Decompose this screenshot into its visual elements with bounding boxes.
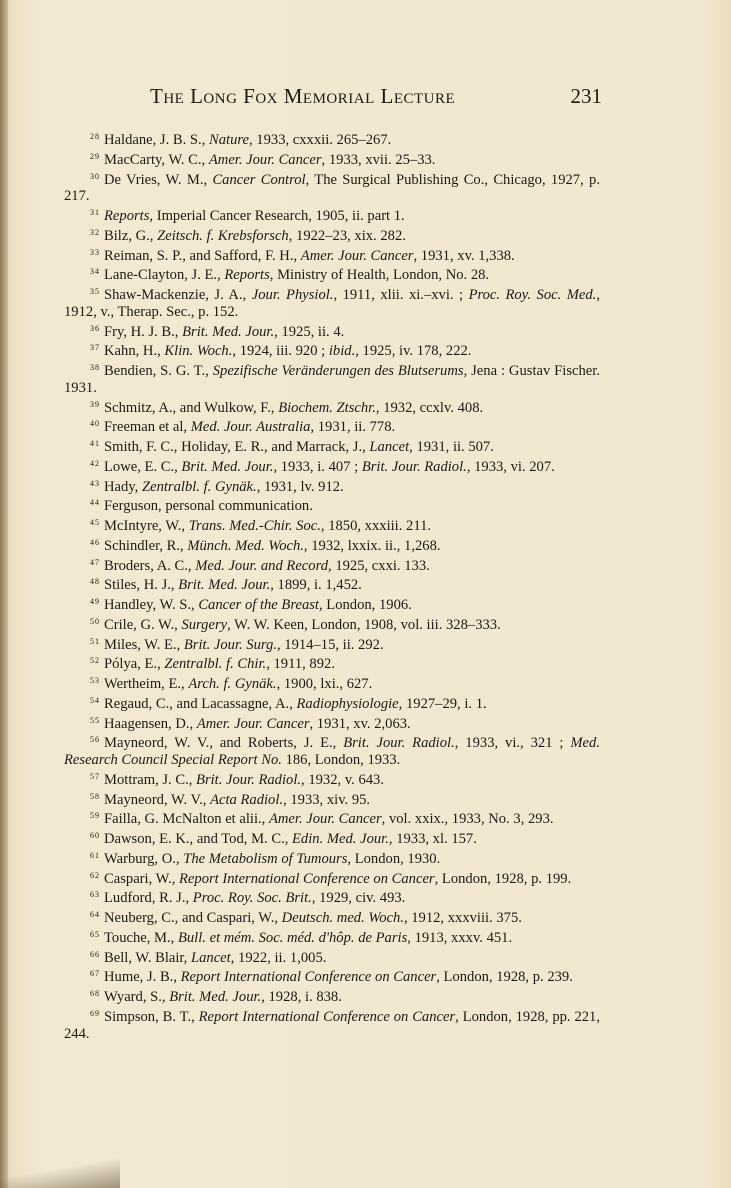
page-number: 231 bbox=[570, 84, 602, 108]
reference-entry bbox=[64, 594, 600, 614]
reference-number: 38 bbox=[90, 363, 100, 372]
reference-number: 48 bbox=[90, 577, 100, 587]
reference-source-title: Surgery bbox=[181, 616, 228, 633]
reference-source-title: Amer. Jour. Cancer bbox=[208, 151, 322, 168]
reference-entry bbox=[64, 732, 600, 769]
reference-details: , Ministry of Health, London, No. 28. bbox=[269, 267, 490, 284]
reference-entry bbox=[64, 653, 600, 673]
reference-author: Handley, W. S., bbox=[104, 597, 199, 613]
reference-author: Mayneord, W. V., bbox=[104, 791, 211, 808]
reference-source-title: Report International Conference on Cancer bbox=[179, 870, 435, 887]
reference-source-title: The Metabolism of Tumours bbox=[183, 850, 348, 867]
reference-number: 36 bbox=[90, 323, 100, 333]
reference-source-title: Arch. f. Gynäk. bbox=[188, 676, 277, 692]
reference-source-title: Münch. Med. Woch. bbox=[187, 537, 304, 554]
reference-entry bbox=[64, 397, 600, 417]
reference-author: Smith, F. C., Holiday, E. R., and Marrack, J., bbox=[104, 439, 370, 455]
reference-entry bbox=[64, 848, 600, 868]
running-title: The Long Fox Memorial Lecture bbox=[150, 84, 456, 108]
reference-source-title: Amer. Jour. Cancer bbox=[196, 715, 310, 732]
reference-author: Dawson, E. K., and Tod, M. C., bbox=[104, 831, 293, 847]
reference-number: 45 bbox=[90, 518, 100, 527]
reference-details: , 1914–15, ii. 292. bbox=[276, 636, 384, 653]
reference-number: 55 bbox=[90, 715, 100, 725]
reference-source-title: Brit. Jour. Surg. bbox=[183, 636, 277, 653]
reference-details: , 1929, civ. 493. bbox=[311, 890, 406, 907]
reference-details: , 1933, i. 407 ; bbox=[273, 458, 362, 475]
reference-details: , The Surgical Publishing Co., Chicago, 1927, p. 217. bbox=[64, 171, 600, 205]
reference-secondary-details: , 1933, vi. 207. bbox=[466, 458, 555, 475]
reference-details: , 1850, xxxiii. 211. bbox=[320, 518, 432, 534]
reference-number: 43 bbox=[90, 478, 100, 488]
reference-details: , 1912, xxxviii. 375. bbox=[403, 910, 522, 926]
reference-source-title: Brit. Jour. Radiol. bbox=[343, 735, 455, 752]
reference-number: 47 bbox=[90, 557, 100, 567]
reference-author: Warburg, O., bbox=[104, 850, 184, 867]
reference-entry bbox=[64, 947, 600, 967]
reference-number: 33 bbox=[90, 247, 100, 257]
reference-number: 30 bbox=[90, 171, 100, 181]
reference-author: Bendien, S. G. T., bbox=[104, 363, 213, 379]
reference-entry bbox=[64, 264, 600, 284]
reference-details: , 1911, 892. bbox=[266, 656, 335, 673]
reference-details: , 1925, cxxi. 133. bbox=[328, 557, 430, 574]
reference-source-title: Brit. Med. Jour. bbox=[178, 577, 271, 594]
reference-source-title: Jour. Physiol. bbox=[251, 287, 334, 303]
reference-source-title: Biochem. Ztschr. bbox=[278, 399, 376, 416]
reference-details: , Jena : Gustav Fischer. 1931. bbox=[64, 363, 600, 396]
reference-source-title: Zeitsch. f. Krebsforsch bbox=[157, 227, 289, 244]
reference-entry bbox=[64, 693, 600, 713]
reference-details: , 1931, xv. 1,338. bbox=[413, 247, 515, 264]
reference-author: Wertheim, E., bbox=[104, 676, 189, 692]
reference-number: 34 bbox=[90, 267, 100, 277]
reference-entry bbox=[64, 284, 600, 321]
reference-number: 41 bbox=[90, 439, 100, 448]
reference-entry bbox=[64, 149, 600, 169]
reference-details: , 1932, v. 643. bbox=[301, 771, 384, 788]
reference-details: , 1913, xxxv. 451. bbox=[407, 929, 513, 946]
reference-source-title: Reports bbox=[104, 208, 150, 224]
reference-author: Ludford, R. J., bbox=[104, 890, 193, 907]
reference-entry bbox=[64, 1006, 600, 1043]
reference-entry bbox=[64, 535, 600, 555]
reference-entry bbox=[64, 673, 600, 693]
reference-details: , London, 1928, p. 239. bbox=[436, 969, 573, 986]
reference-number: 68 bbox=[90, 989, 100, 998]
reference-details: , 1924, iii. 920 ; bbox=[232, 343, 329, 360]
reference-details: , 1933, xvii. 25–33. bbox=[321, 151, 436, 168]
reference-details: , 1933, xl. 157. bbox=[388, 831, 477, 847]
reference-entry bbox=[64, 340, 600, 360]
reference-number: 28 bbox=[90, 132, 100, 141]
reference-entry bbox=[64, 476, 600, 496]
reference-author: Ferguson, personal communication. bbox=[104, 498, 313, 515]
reference-source-title: Med. Jour. Australia bbox=[190, 419, 311, 436]
reference-source-title: Nature bbox=[209, 132, 249, 148]
reference-entry bbox=[64, 966, 600, 986]
reference-source-title: Brit. Jour. Radiol. bbox=[196, 771, 302, 788]
reference-number: 66 bbox=[90, 949, 100, 959]
reference-author: Lane-Clayton, J. E., bbox=[104, 267, 225, 284]
reference-author: Kahn, H., bbox=[104, 343, 165, 360]
reference-author: Failla, G. McNalton et alii., bbox=[104, 811, 269, 828]
reference-number: 59 bbox=[90, 811, 100, 821]
reference-entry bbox=[64, 927, 600, 947]
reference-number: 53 bbox=[90, 676, 100, 685]
reference-details: , 1899, i. 1,452. bbox=[270, 577, 362, 594]
reference-details: , 1911, xlii. xi.–xvi. ; bbox=[333, 287, 469, 303]
reference-details: , 1900, lxi., 627. bbox=[276, 676, 373, 692]
reference-author: Neuberg, C., and Caspari, W., bbox=[104, 910, 282, 926]
reference-entry bbox=[64, 205, 600, 225]
reference-source-title: Lancet bbox=[190, 949, 231, 966]
reference-details: , 1931, xv. 2,063. bbox=[309, 715, 411, 732]
reference-source-title: Med. Jour. and Record bbox=[195, 557, 329, 574]
reference-source-title: Reports bbox=[224, 267, 270, 284]
reference-entry bbox=[64, 555, 600, 575]
reference-number: 32 bbox=[90, 227, 100, 237]
reference-author: Bell, W. Blair, bbox=[104, 949, 191, 966]
reference-source-title: Amer. Jour. Cancer bbox=[268, 811, 382, 828]
reference-details: , 1933, cxxxii. 265–267. bbox=[249, 132, 392, 148]
reference-number: 57 bbox=[90, 771, 100, 781]
reference-author: Simpson, B. T., bbox=[104, 1008, 199, 1025]
reference-details: , 1932, lxxix. ii., 1,268. bbox=[303, 537, 441, 554]
reference-entry bbox=[64, 887, 600, 907]
reference-details: , 1922, ii. 1,005. bbox=[230, 949, 327, 966]
reference-entry bbox=[64, 360, 600, 397]
reference-author: Touche, M., bbox=[104, 929, 178, 946]
reference-entry bbox=[64, 769, 600, 789]
reference-entry bbox=[64, 456, 600, 476]
reference-details: , vol. xxix., 1933, No. 3, 293. bbox=[381, 811, 554, 828]
reference-details: , 1932, ccxlv. 408. bbox=[375, 399, 484, 416]
reference-source-title: Zentralbl. f. Gynäk. bbox=[141, 478, 257, 495]
reference-author: Hady, bbox=[104, 478, 142, 495]
reference-secondary-title: ibid. bbox=[328, 343, 356, 360]
reference-author: Schindler, R., bbox=[104, 537, 188, 554]
reference-details: , Imperial Cancer Research, 1905, ii. part 1. bbox=[149, 208, 405, 224]
reference-author: Mayneord, W. V., and Roberts, J. E., bbox=[104, 735, 344, 752]
reference-number: 37 bbox=[90, 343, 100, 353]
reference-author: Fry, H. J. B., bbox=[104, 323, 183, 340]
reference-author: Regaud, C., and Lacassagne, A., bbox=[104, 695, 297, 712]
reference-secondary-details: , 1912, v., Therap. Sec., p. 152. bbox=[64, 287, 600, 320]
reference-secondary-details: 186, London, 1933. bbox=[281, 752, 401, 768]
reference-author: Haldane, J. B. S., bbox=[104, 132, 209, 148]
reference-number: 29 bbox=[90, 151, 100, 161]
reference-number: 61 bbox=[90, 850, 100, 860]
reference-number: 62 bbox=[90, 870, 100, 880]
reference-source-title: Acta Radiol. bbox=[210, 791, 284, 808]
reference-entry bbox=[64, 574, 600, 594]
reference-entry bbox=[64, 986, 600, 1006]
reference-entry bbox=[64, 129, 600, 149]
reference-source-title: Radiophysiologie bbox=[296, 695, 399, 712]
reference-entry bbox=[64, 495, 600, 515]
reference-details: , 1927–29, i. 1. bbox=[398, 695, 487, 712]
reference-entry bbox=[64, 416, 600, 436]
reference-author: Crile, G. W., bbox=[104, 616, 182, 633]
reference-author: De Vries, W. M., bbox=[104, 171, 213, 188]
reference-details: , 1925, ii. 4. bbox=[274, 323, 345, 340]
reference-source-title: Zentralbl. f. Chir. bbox=[164, 656, 267, 673]
reference-details: , London, 1906. bbox=[318, 597, 412, 613]
reference-author: Hume, J. B., bbox=[104, 969, 181, 986]
reference-secondary-title: Med. Research Council Special Report No. bbox=[64, 735, 600, 768]
reference-author: Stiles, H. J., bbox=[104, 577, 179, 594]
reference-details: , 1928, i. 838. bbox=[261, 989, 342, 1005]
reference-details: , 1922–23, xix. 282. bbox=[288, 227, 406, 244]
reference-source-title: Trans. Med.-Chir. Soc. bbox=[188, 518, 321, 534]
reference-secondary-title: Brit. Jour. Radiol. bbox=[361, 458, 467, 475]
reference-number: 51 bbox=[90, 636, 100, 646]
reference-source-title: Klin. Woch. bbox=[164, 343, 233, 360]
reference-details: , 1931, ii. 507. bbox=[409, 439, 494, 455]
reference-details: , 1933, vi., 321 ; bbox=[454, 735, 571, 752]
reference-entry bbox=[64, 614, 600, 634]
reference-author: McIntyre, W., bbox=[104, 518, 189, 534]
reference-details: , 1931, ii. 778. bbox=[310, 419, 396, 436]
reference-entry bbox=[64, 169, 600, 206]
reference-source-title: Spezifische Veränderungen des Blutserums bbox=[212, 363, 464, 379]
reference-number: 54 bbox=[90, 695, 100, 705]
reference-source-title: Amer. Jour. Cancer bbox=[300, 247, 414, 264]
reference-number: 65 bbox=[90, 929, 100, 939]
reference-author: Bilz, G., bbox=[104, 227, 158, 244]
reference-entry bbox=[64, 634, 600, 654]
reference-author: Shaw-Mackenzie, J. A., bbox=[104, 287, 252, 303]
reference-details: , London, 1930. bbox=[347, 850, 441, 867]
reference-entry bbox=[64, 225, 600, 245]
reference-entry bbox=[64, 245, 600, 265]
reference-author: Haagensen, D., bbox=[104, 715, 197, 732]
reference-author: Freeman et al, bbox=[104, 419, 191, 436]
reference-source-title: Brit. Med. Jour. bbox=[169, 989, 262, 1005]
reference-author: Reiman, S. P., and Safford, F. H., bbox=[104, 247, 301, 264]
reference-author: Schmitz, A., and Wulkow, F., bbox=[104, 399, 279, 416]
reference-number: 42 bbox=[90, 458, 100, 468]
reference-entry bbox=[64, 515, 600, 535]
reference-source-title: Report International Conference on Cancer bbox=[180, 969, 437, 986]
reference-author: Miles, W. E., bbox=[104, 636, 184, 653]
reference-number: 49 bbox=[90, 597, 100, 606]
reference-entry bbox=[64, 321, 600, 341]
reference-entry bbox=[64, 436, 600, 456]
reference-number: 40 bbox=[90, 419, 100, 429]
reference-number: 44 bbox=[90, 498, 100, 508]
reference-author: Lowe, E. C., bbox=[104, 458, 182, 475]
reference-source-title: Brit. Med. Jour. bbox=[182, 323, 275, 340]
reference-source-title: Brit. Med. Jour. bbox=[181, 458, 274, 475]
reference-secondary-details: , 1925, iv. 178, 222. bbox=[355, 343, 472, 360]
book-spine-shadow bbox=[0, 0, 8, 1188]
reference-number: 46 bbox=[90, 537, 100, 547]
reference-author: Wyard, S., bbox=[104, 989, 170, 1005]
reference-entry bbox=[64, 808, 600, 828]
reference-number: 64 bbox=[90, 910, 100, 919]
reference-number: 60 bbox=[90, 831, 100, 840]
reference-source-title: Cancer of the Breast bbox=[198, 597, 319, 613]
reference-number: 52 bbox=[90, 656, 100, 666]
reference-details: , London, 1928, p. 199. bbox=[434, 870, 572, 887]
reference-source-title: Report International Conference on Cancer bbox=[198, 1008, 456, 1025]
reference-number: 56 bbox=[90, 735, 100, 745]
reference-entry bbox=[64, 907, 600, 927]
reference-details: , W. W. Keen, London, 1908, vol. iii. 328–333. bbox=[227, 616, 501, 633]
reference-entry bbox=[64, 828, 600, 848]
reference-list bbox=[64, 129, 600, 1042]
reference-source-title: Cancer Control bbox=[212, 171, 306, 188]
reference-number: 69 bbox=[90, 1008, 100, 1018]
reference-number: 39 bbox=[90, 399, 100, 409]
reference-number: 50 bbox=[90, 616, 100, 626]
reference-details: , London, 1928, pp. 221, 244. bbox=[64, 1008, 600, 1042]
reference-entry bbox=[64, 713, 600, 733]
reference-source-title: Bull. et mém. Soc. méd. d'hôp. de Paris bbox=[177, 929, 408, 946]
reference-number: 67 bbox=[90, 969, 100, 979]
reference-author: MacCarty, W. C., bbox=[104, 151, 209, 168]
reference-source-title: Lancet bbox=[369, 439, 410, 455]
reference-number: 35 bbox=[90, 287, 100, 296]
reference-number: 31 bbox=[90, 208, 100, 217]
reference-details: , 1931, lv. 912. bbox=[256, 478, 344, 495]
reference-number: 58 bbox=[90, 791, 100, 801]
reference-author: Mottram, J. C., bbox=[104, 771, 197, 788]
reference-secondary-title: Proc. Roy. Soc. Med. bbox=[468, 287, 597, 303]
reference-author: Caspari, W., bbox=[104, 870, 179, 887]
reference-number: 63 bbox=[90, 890, 100, 900]
reference-source-title: Proc. Roy. Soc. Brit. bbox=[192, 890, 312, 907]
page-corner-shadow bbox=[0, 1158, 120, 1188]
reference-details: , 1933, xiv. 95. bbox=[283, 791, 371, 808]
reference-author: Pólya, E., bbox=[104, 656, 165, 673]
reference-entry bbox=[64, 868, 600, 888]
reference-source-title: Edin. Med. Jour. bbox=[292, 831, 389, 847]
reference-entry bbox=[64, 789, 600, 809]
reference-author: Broders, A. C., bbox=[104, 557, 196, 574]
reference-source-title: Deutsch. med. Woch. bbox=[281, 910, 404, 926]
